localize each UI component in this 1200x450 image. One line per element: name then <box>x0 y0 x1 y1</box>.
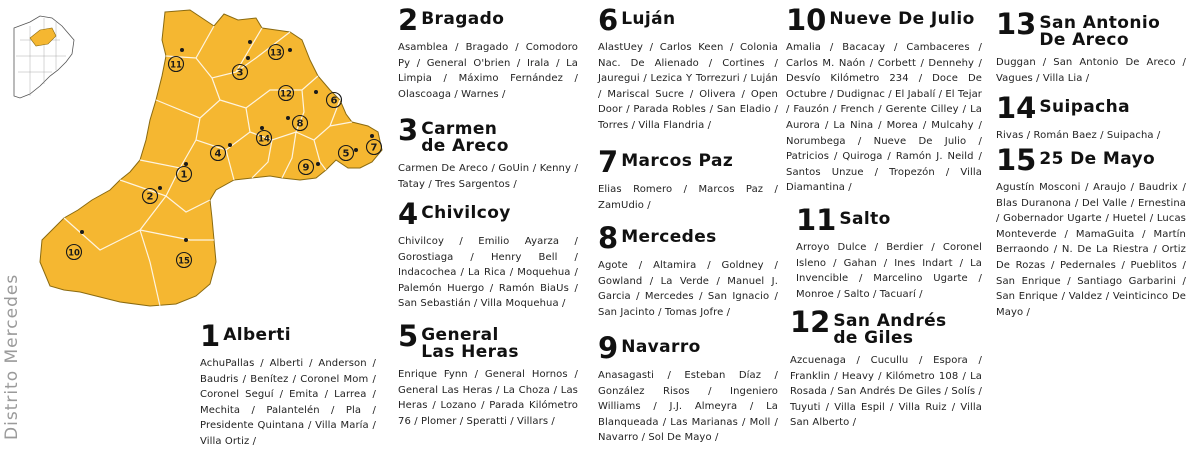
entry-name-line: De Areco <box>1039 30 1129 50</box>
map-marker-number: 12 <box>280 89 292 100</box>
locality-dot <box>184 162 188 166</box>
entry-name <box>421 116 509 155</box>
entry-number: 7 <box>598 145 619 179</box>
entry-heading <box>598 3 778 37</box>
entry-towns: Chivilcoy / Emilio Ayarza / Gorostiaga / Henry Bell / Indacochea / La Rica / Moquehua / Palemón Huergo / Ramón BiaUs / San Sebastián / Villa Moquehua / <box>398 236 578 310</box>
district-outline <box>40 10 382 306</box>
district-entry-5 <box>398 319 578 429</box>
entry-name-line: 25 De Mayo <box>1039 149 1156 169</box>
entry-number: 10 <box>786 3 827 37</box>
district-entry-7 <box>598 145 778 213</box>
entry-name-line: San Andrés <box>833 311 947 331</box>
locality-dot <box>316 162 320 166</box>
entry-towns: Agustín Mosconi / Araujo / Baudrix / Blas Duranona / Del Valle / Ernestina / Gobernador Ugarte / Huetel / Lucas Monteverde / MamaGuita / Martín Berraondo / N. De La Riestra / Ortiz De Rozas / Pedernales / Pueblitos / San Enrique / Santiago Garbarini / San Enrique / Valdez / Veinticinco De Mayo / <box>996 182 1186 318</box>
map-marker-number: 10 <box>68 248 80 259</box>
map-marker-number: 13 <box>270 48 282 59</box>
entry-heading <box>398 197 578 231</box>
entry-heading <box>398 319 578 362</box>
entry-name <box>621 148 733 170</box>
locality-dot <box>370 134 374 138</box>
map-marker-number: 11 <box>170 60 182 71</box>
province-inset-map <box>14 16 74 98</box>
district-entry-12 <box>790 305 982 431</box>
map-marker-number: 2 <box>146 191 154 203</box>
district-entry-1 <box>200 319 376 450</box>
entry-name <box>1039 146 1155 168</box>
entry-heading <box>598 145 778 179</box>
entry-name <box>621 224 716 246</box>
entry-name-line: de Areco <box>421 136 509 156</box>
entry-towns: Rivas / Román Baez / Suipacha / <box>996 130 1161 141</box>
locality-dot <box>184 238 188 242</box>
entry-number: 11 <box>796 203 837 237</box>
entry-number: 9 <box>598 331 619 365</box>
entry-name-line: Nueve De Julio <box>829 9 975 29</box>
district-entry-6 <box>598 3 778 134</box>
district-entry-3 <box>398 113 578 192</box>
district-entry-9 <box>598 331 778 446</box>
entry-number: 15 <box>996 143 1037 177</box>
entry-name-line: Suipacha <box>1039 97 1131 117</box>
entry-towns: Arroyo Dulce / Berdier / Coronel Isleno / Gahan / Ines Indart / La Invencible / Marcelino Ugarte / Monroe / Salto / Tacuarí / <box>796 242 982 300</box>
locality-dot <box>248 40 252 44</box>
locality-dot <box>286 116 290 120</box>
district-entry-4 <box>398 197 578 312</box>
entry-name <box>833 308 946 347</box>
map-marker-number: 7 <box>370 142 378 154</box>
entry-name <box>1039 94 1130 116</box>
map-marker-number: 4 <box>214 148 222 160</box>
entry-towns: Enrique Fynn / General Hornos / General Las Heras / La Choza / Las Heras / Lozano / Parada Kilómetro 76 / Plomer / Speratti / Villars / <box>398 369 578 427</box>
map-marker-number: 14 <box>258 134 270 145</box>
entry-name <box>829 6 974 28</box>
map-marker-number: 9 <box>302 162 310 174</box>
entry-number: 14 <box>996 91 1037 125</box>
entry-towns: Elias Romero / Marcos Paz / ZamUdio / <box>598 184 778 211</box>
entry-heading <box>598 221 778 255</box>
entry-heading <box>200 319 376 353</box>
entry-towns: Amalia / Bacacay / Cambaceres / Carlos M. Naón / Corbett / Dennehy / Desvío Kilómetro 234 / Doce De Octubre / Dudignac / El Jabalí / El Tejar / Fauzón / French / Gerente Cilley / La Aurora / La Nina / Morea / Mulcahy / Norumbega / Nueve De Julio / Patricios / Quiroga / Ramón J. Neild / Santos Unzue / Tropezón / Villa Diamantina / <box>786 42 983 194</box>
entry-heading <box>790 305 982 348</box>
district-entry-11 <box>796 203 982 302</box>
entry-number: 6 <box>598 3 619 37</box>
entry-number: 13 <box>996 7 1037 41</box>
entry-name-line: San Antonio <box>1039 13 1161 33</box>
entry-name <box>223 322 291 344</box>
district-side-label: Distrito Mercedes <box>2 273 22 440</box>
entry-towns: AlastUey / Carlos Keen / Colonia Nac. De Alienado / Cortines / Jauregui / Lezica Y Torrezuri / Luján / Mariscal Sucre / Olivera / Open Door / Parada Robles / San Eladio / Torres / Villa Flandria / <box>598 42 778 131</box>
entry-name <box>421 322 519 361</box>
entry-heading <box>996 91 1186 125</box>
locality-dot <box>288 48 292 52</box>
map-marker-number: 15 <box>178 256 190 267</box>
district-entry-15 <box>996 143 1186 320</box>
entry-towns: Carmen De Areco / GoUin / Kenny / Tatay / Tres Sargentos / <box>398 163 578 190</box>
entry-heading <box>786 3 982 37</box>
entry-number: 8 <box>598 221 619 255</box>
locality-dot <box>180 48 184 52</box>
entry-name <box>621 334 701 356</box>
entry-name-line: Carmen <box>421 119 498 139</box>
map-marker-number: 1 <box>180 169 188 181</box>
entry-name <box>421 6 504 28</box>
entry-number: 2 <box>398 3 419 37</box>
district-entry-2 <box>398 3 578 102</box>
district-entry-10 <box>786 3 983 196</box>
entry-towns: Asamblea / Bragado / Comodoro Py / General O'brien / Irala / La Limpia / Máximo Fernández / Olascoaga / Warnes / <box>398 42 578 100</box>
entry-heading <box>796 203 982 237</box>
entry-towns: Azcuenaga / Cucullu / Espora / Franklin / Heavy / Kilómetro 108 / La Rosada / San Andrés De Giles / Solís / Tuyuti / Villa Espil / Villa Ruiz / Villa San Alberto / <box>790 355 982 429</box>
locality-dot <box>246 56 250 60</box>
entry-name-line: General <box>421 325 499 345</box>
entry-name-line: Bragado <box>421 9 505 29</box>
entry-name <box>621 6 675 28</box>
locality-dot <box>354 148 358 152</box>
district-region <box>40 10 382 306</box>
entry-number: 5 <box>398 319 419 353</box>
entry-name-line: Luján <box>621 9 676 29</box>
entry-heading <box>996 143 1186 177</box>
locality-dot <box>314 90 318 94</box>
map-marker-number: 5 <box>342 148 350 160</box>
locality-dot <box>158 186 162 190</box>
map-marker-number: 8 <box>296 118 304 130</box>
locality-dot <box>80 230 84 234</box>
locality-dot <box>228 143 232 147</box>
entry-heading <box>996 7 1186 50</box>
entry-number: 3 <box>398 113 419 147</box>
entry-name-line: Mercedes <box>621 227 717 247</box>
entry-number: 1 <box>200 319 221 353</box>
entry-name <box>839 206 890 228</box>
entry-heading <box>398 113 578 156</box>
entry-number: 4 <box>398 197 419 231</box>
entry-name-line: Salto <box>839 209 891 229</box>
entry-name <box>1039 10 1160 49</box>
entry-name-line: Las Heras <box>421 342 519 362</box>
map-marker-number: 6 <box>330 95 338 107</box>
entry-name <box>421 200 511 222</box>
entry-towns: AchuPallas / Alberti / Anderson / Baudris / Benítez / Coronel Mom / Coronel Seguí / Emita / Larrea / Mechita / Palantelén / Pla / Presidente Quintana / Villa María / Villa Ortiz / <box>200 358 376 447</box>
district-entry-8 <box>598 221 778 320</box>
entry-towns: Agote / Altamira / Goldney / Gowland / La Verde / Manuel J. Garcia / Mercedes / San Ignacio / San Jacinto / Tomas Jofre / <box>598 260 778 318</box>
entry-name-line: Chivilcoy <box>421 203 511 223</box>
entry-heading <box>598 331 778 365</box>
locality-dot <box>260 126 264 130</box>
entry-name-line: Alberti <box>223 325 292 345</box>
district-entry-13 <box>996 7 1186 86</box>
entry-number: 12 <box>790 305 831 339</box>
entry-name-line: de Giles <box>833 328 914 348</box>
map-marker-number: 3 <box>236 67 244 79</box>
entry-name-line: Marcos Paz <box>621 151 734 171</box>
entry-heading <box>398 3 578 37</box>
entry-towns: Anasagasti / Esteban Díaz / González Risos / Ingeniero Williams / J.J. Almeyra / La Blanqueada / Las Marianas / Moll / Navarro / Sol De Mayo / <box>598 370 778 444</box>
entry-towns: Duggan / San Antonio De Areco / Vagues / Villa Lia / <box>996 57 1186 84</box>
entry-name-line: Navarro <box>621 337 701 357</box>
district-entry-14 <box>996 91 1186 144</box>
